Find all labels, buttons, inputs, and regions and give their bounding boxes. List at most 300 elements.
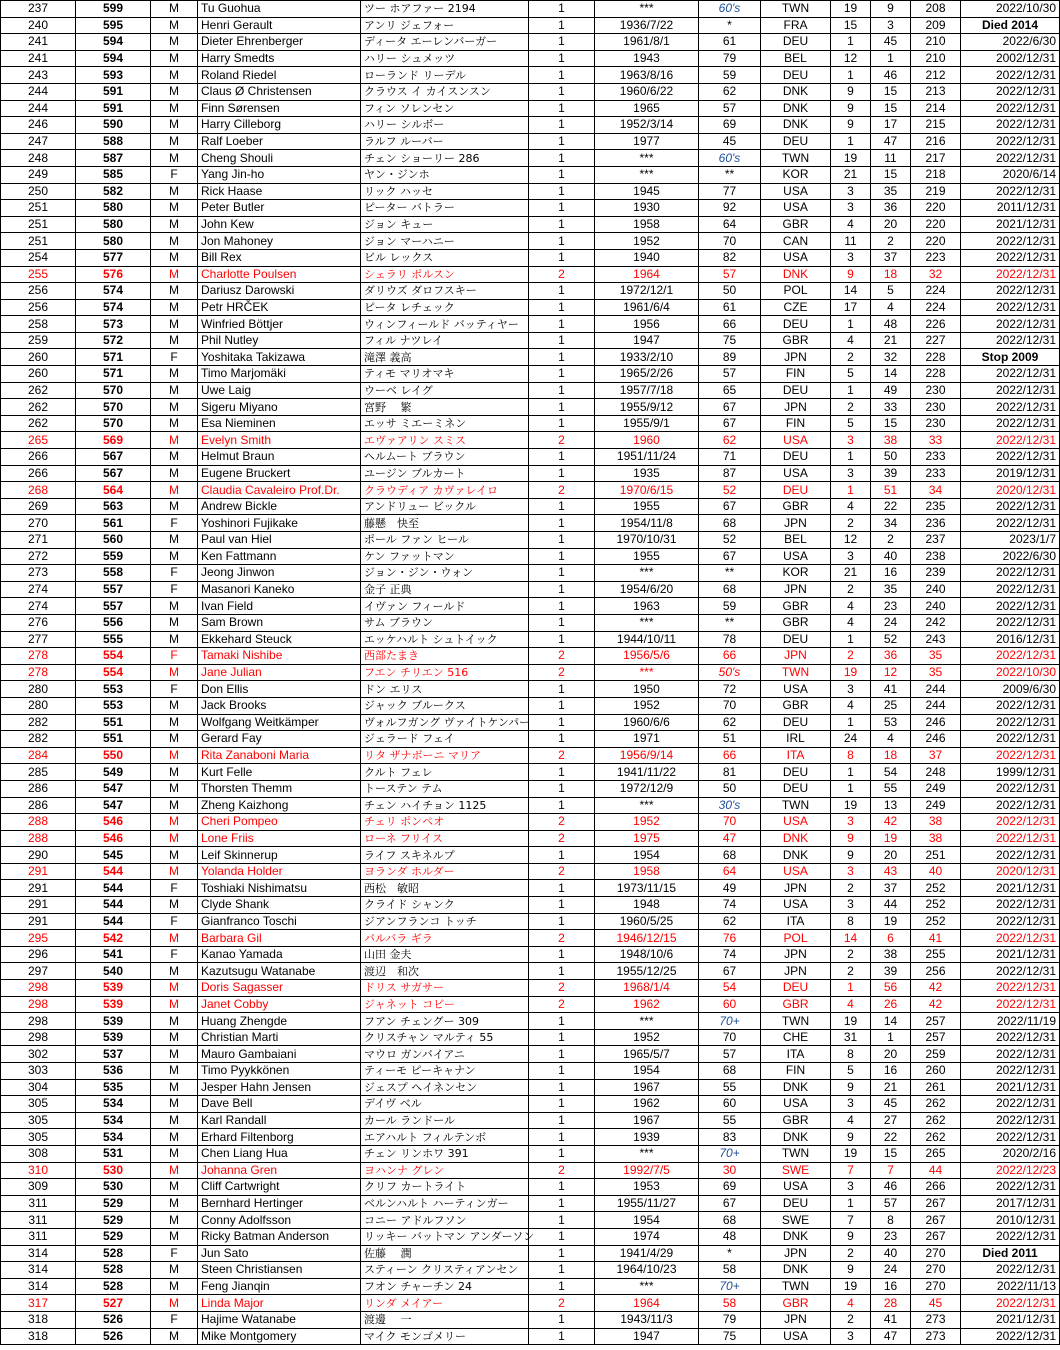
name-cell: Gerard Fay (198, 731, 361, 748)
points-cell: 529 (76, 1228, 151, 1245)
points-cell: 593 (76, 67, 151, 84)
sub-rank-cell: 3 (871, 17, 911, 34)
age-cell: 64 (699, 216, 761, 233)
overall-rank-cell: 218 (911, 166, 961, 183)
update-date-cell: Died 2011 (961, 1245, 1060, 1262)
count-cell: 1 (529, 283, 595, 300)
kana-name-cell: ジャネット コビー (361, 996, 529, 1013)
country-rank-cell: 19 (831, 1145, 871, 1162)
overall-rank-cell: 266 (911, 1179, 961, 1196)
points-cell: 591 (76, 100, 151, 117)
sex-cell: M (151, 249, 198, 266)
age-cell: 59 (699, 67, 761, 84)
overall-rank-cell: 248 (911, 764, 961, 781)
overall-rank-cell: 44 (911, 1162, 961, 1179)
overall-rank-cell: 40 (911, 863, 961, 880)
table-row (1, 1145, 1060, 1162)
update-date-cell: 2022/12/31 (961, 415, 1060, 432)
kana-name-cell: 渡辺 和次 (361, 963, 529, 980)
birthdate-cell: 1941/11/22 (595, 764, 699, 781)
overall-rank-cell: 45 (911, 1295, 961, 1312)
country-cell: GBR (761, 598, 831, 615)
sub-rank-cell: 46 (871, 1179, 911, 1196)
points-cell: 536 (76, 1063, 151, 1080)
points-cell: 554 (76, 648, 151, 665)
overall-rank-cell: 38 (911, 830, 961, 847)
country-cell: USA (761, 1328, 831, 1345)
birthdate-cell: *** (595, 664, 699, 681)
overall-rank-cell: 236 (911, 515, 961, 532)
rank-cell: 237 (1, 1, 76, 18)
name-cell: Claus Ø Christensen (198, 83, 361, 100)
age-cell: 57 (699, 100, 761, 117)
rank-cell: 291 (1, 913, 76, 930)
kana-name-cell: ラルフ ルーバー (361, 133, 529, 150)
count-cell: 2 (529, 266, 595, 283)
points-cell: 534 (76, 1096, 151, 1113)
birthdate-cell: 1975 (595, 830, 699, 847)
sub-rank-cell: 22 (871, 498, 911, 515)
name-cell: Yang Jin-ho (198, 166, 361, 183)
name-cell: Toshiaki Nishimatsu (198, 880, 361, 897)
update-date-cell: Stop 2009 (961, 349, 1060, 366)
update-date-cell: 2022/12/31 (961, 1063, 1060, 1080)
table-row (1, 581, 1060, 598)
count-cell: 1 (529, 1112, 595, 1129)
update-date-cell: 2022/12/31 (961, 598, 1060, 615)
age-cell: 50 (699, 283, 761, 300)
name-cell: Dieter Ehrenberger (198, 34, 361, 51)
table-row (1, 1228, 1060, 1245)
overall-rank-cell: 240 (911, 598, 961, 615)
kana-name-cell: クリフ カートライト (361, 1179, 529, 1196)
count-cell: 1 (529, 797, 595, 814)
points-cell: 582 (76, 183, 151, 200)
count-cell: 2 (529, 1162, 595, 1179)
sub-rank-cell: 15 (871, 166, 911, 183)
country-rank-cell: 9 (831, 266, 871, 283)
update-date-cell: 2022/12/31 (961, 1262, 1060, 1279)
sex-cell: M (151, 100, 198, 117)
name-cell: Ricky Batman Anderson (198, 1228, 361, 1245)
name-cell: Sigeru Miyano (198, 399, 361, 416)
sub-rank-cell: 43 (871, 863, 911, 880)
count-cell: 2 (529, 863, 595, 880)
rank-cell: 262 (1, 415, 76, 432)
country-cell: GBR (761, 1295, 831, 1312)
country-rank-cell: 3 (831, 548, 871, 565)
sub-rank-cell: 1 (871, 50, 911, 67)
count-cell: 2 (529, 830, 595, 847)
overall-rank-cell: 215 (911, 117, 961, 134)
country-cell: DEU (761, 714, 831, 731)
count-cell: 2 (529, 980, 595, 997)
points-cell: 530 (76, 1162, 151, 1179)
name-cell: Yoshinori Fujikake (198, 515, 361, 532)
kana-name-cell: クルト フェレ (361, 764, 529, 781)
country-cell: USA (761, 897, 831, 914)
country-rank-cell: 9 (831, 83, 871, 100)
age-cell: 30 (699, 1162, 761, 1179)
table-row (1, 1162, 1060, 1179)
country-cell: GBR (761, 332, 831, 349)
sex-cell: M (151, 465, 198, 482)
count-cell: 2 (529, 747, 595, 764)
points-cell: 556 (76, 614, 151, 631)
country-cell: DNK (761, 83, 831, 100)
table-row (1, 1195, 1060, 1212)
update-date-cell: 2022/12/31 (961, 366, 1060, 383)
table-row (1, 1245, 1060, 1262)
points-cell: 595 (76, 17, 151, 34)
name-cell: Harry Smedts (198, 50, 361, 67)
sub-rank-cell: 53 (871, 714, 911, 731)
kana-name-cell: ヨハンナ グレン (361, 1162, 529, 1179)
country-rank-cell: 3 (831, 1096, 871, 1113)
points-cell: 570 (76, 415, 151, 432)
name-cell: Doris Sagasser (198, 980, 361, 997)
rank-cell: 278 (1, 648, 76, 665)
count-cell: 2 (529, 930, 595, 947)
birthdate-cell: 1964/10/23 (595, 1262, 699, 1279)
sex-cell: M (151, 764, 198, 781)
sex-cell: M (151, 863, 198, 880)
sub-rank-cell: 21 (871, 1079, 911, 1096)
update-date-cell: 2022/10/30 (961, 1, 1060, 18)
kana-name-cell: 西部たまき (361, 648, 529, 665)
table-row (1, 996, 1060, 1013)
sex-cell: M (151, 1195, 198, 1212)
sex-cell: M (151, 67, 198, 84)
age-cell: 83 (699, 1129, 761, 1146)
birthdate-cell: *** (595, 166, 699, 183)
table-row (1, 598, 1060, 615)
table-row (1, 614, 1060, 631)
kana-name-cell: 佐藤 潤 (361, 1245, 529, 1262)
sex-cell: M (151, 780, 198, 797)
sex-cell: M (151, 316, 198, 333)
overall-rank-cell: 249 (911, 780, 961, 797)
sub-rank-cell: 46 (871, 67, 911, 84)
update-date-cell: 2022/12/31 (961, 930, 1060, 947)
country-rank-cell: 21 (831, 565, 871, 582)
overall-rank-cell: 270 (911, 1278, 961, 1295)
table-row (1, 780, 1060, 797)
name-cell: Jane Julian (198, 664, 361, 681)
country-rank-cell: 4 (831, 697, 871, 714)
table-row (1, 1295, 1060, 1312)
country-rank-cell: 2 (831, 648, 871, 665)
sex-cell: M (151, 532, 198, 549)
birthdate-cell: *** (595, 150, 699, 167)
points-cell: 529 (76, 1195, 151, 1212)
kana-name-cell: リタ ザナボーニ マリア (361, 747, 529, 764)
country-cell: JPN (761, 946, 831, 963)
age-cell: 58 (699, 1262, 761, 1279)
sex-cell: M (151, 1079, 198, 1096)
age-cell: 60 (699, 1096, 761, 1113)
country-rank-cell: 3 (831, 249, 871, 266)
birthdate-cell: 1930 (595, 200, 699, 217)
name-cell: Hajime Watanabe (198, 1311, 361, 1328)
sub-rank-cell: 20 (871, 1046, 911, 1063)
name-cell: Kazutsugu Watanabe (198, 963, 361, 980)
sex-cell: M (151, 930, 198, 947)
update-date-cell: 2022/12/31 (961, 1029, 1060, 1046)
sex-cell: M (151, 1029, 198, 1046)
country-cell: GBR (761, 697, 831, 714)
kana-name-cell: クリスチャン マルティ 55 (361, 1029, 529, 1046)
rank-cell: 280 (1, 681, 76, 698)
table-row (1, 1096, 1060, 1113)
table-row (1, 498, 1060, 515)
country-cell: USA (761, 1096, 831, 1113)
points-cell: 526 (76, 1328, 151, 1345)
name-cell: Harry Cilleborg (198, 117, 361, 134)
sub-rank-cell: 28 (871, 1295, 911, 1312)
age-cell: 52 (699, 482, 761, 499)
kana-name-cell: ティモ マリオマキ (361, 366, 529, 383)
points-cell: 541 (76, 946, 151, 963)
birthdate-cell: 1970/6/15 (595, 482, 699, 499)
sex-cell: M (151, 747, 198, 764)
update-date-cell: 2022/12/31 (961, 83, 1060, 100)
rank-cell: 286 (1, 797, 76, 814)
count-cell: 2 (529, 1295, 595, 1312)
rank-cell: 317 (1, 1295, 76, 1312)
country-cell: DEU (761, 67, 831, 84)
count-cell: 1 (529, 67, 595, 84)
kana-name-cell: ジェラード フェイ (361, 731, 529, 748)
update-date-cell: 2022/12/23 (961, 1162, 1060, 1179)
rank-cell: 260 (1, 349, 76, 366)
count-cell: 2 (529, 996, 595, 1013)
birthdate-cell: 1944/10/11 (595, 631, 699, 648)
update-date-cell: 2022/12/31 (961, 1328, 1060, 1345)
overall-rank-cell: 265 (911, 1145, 961, 1162)
birthdate-cell: 1970/10/31 (595, 532, 699, 549)
sub-rank-cell: 41 (871, 1311, 911, 1328)
kana-name-cell: チェン ハイチョン 1125 (361, 797, 529, 814)
update-date-cell: 2011/12/31 (961, 200, 1060, 217)
count-cell: 2 (529, 664, 595, 681)
name-cell: Don Ellis (198, 681, 361, 698)
birthdate-cell: 1948 (595, 897, 699, 914)
sub-rank-cell: 49 (871, 382, 911, 399)
country-rank-cell: 1 (831, 764, 871, 781)
kana-name-cell: ヨランダ ホルダー (361, 863, 529, 880)
update-date-cell: 2021/12/31 (961, 1079, 1060, 1096)
sex-cell: M (151, 299, 198, 316)
overall-rank-cell: 32 (911, 266, 961, 283)
count-cell: 1 (529, 731, 595, 748)
sub-rank-cell: 45 (871, 34, 911, 51)
table-row (1, 664, 1060, 681)
sex-cell: M (151, 897, 198, 914)
sex-cell: M (151, 233, 198, 250)
country-rank-cell: 19 (831, 1, 871, 18)
count-cell: 1 (529, 117, 595, 134)
kana-name-cell: ピータ レチェック (361, 299, 529, 316)
rank-cell: 274 (1, 581, 76, 598)
overall-rank-cell: 228 (911, 349, 961, 366)
kana-name-cell: トーステン テム (361, 780, 529, 797)
kana-name-cell: フィン ソレンセン (361, 100, 529, 117)
country-cell: GBR (761, 614, 831, 631)
sub-rank-cell: 17 (871, 117, 911, 134)
update-date-cell: 2022/12/31 (961, 233, 1060, 250)
name-cell: John Kew (198, 216, 361, 233)
rank-cell: 270 (1, 515, 76, 532)
rank-cell: 280 (1, 697, 76, 714)
count-cell: 1 (529, 349, 595, 366)
sex-cell: M (151, 432, 198, 449)
country-cell: JPN (761, 1245, 831, 1262)
country-cell: USA (761, 814, 831, 831)
rank-cell: 285 (1, 764, 76, 781)
rank-cell: 282 (1, 731, 76, 748)
sub-rank-cell: 7 (871, 1162, 911, 1179)
sub-rank-cell: 13 (871, 797, 911, 814)
name-cell: Uwe Laig (198, 382, 361, 399)
age-cell: 62 (699, 913, 761, 930)
country-cell: JPN (761, 399, 831, 416)
country-rank-cell: 4 (831, 1112, 871, 1129)
rank-cell: 298 (1, 1013, 76, 1030)
overall-rank-cell: 267 (911, 1228, 961, 1245)
overall-rank-cell: 216 (911, 133, 961, 150)
sub-rank-cell: 40 (871, 548, 911, 565)
kana-name-cell: アンリ ジェフォー (361, 17, 529, 34)
sex-cell: M (151, 598, 198, 615)
sex-cell: M (151, 1145, 198, 1162)
country-cell: DEU (761, 316, 831, 333)
country-cell: DNK (761, 847, 831, 864)
kana-name-cell: フオン チャーチン 24 (361, 1278, 529, 1295)
country-rank-cell: 17 (831, 299, 871, 316)
sub-rank-cell: 19 (871, 830, 911, 847)
sex-cell: F (151, 581, 198, 598)
points-cell: 544 (76, 880, 151, 897)
name-cell: Yoshitaka Takizawa (198, 349, 361, 366)
count-cell: 1 (529, 17, 595, 34)
table-row (1, 465, 1060, 482)
sub-rank-cell: 56 (871, 980, 911, 997)
sex-cell: M (151, 83, 198, 100)
count-cell: 1 (529, 366, 595, 383)
points-cell: 571 (76, 366, 151, 383)
name-cell: Finn Sørensen (198, 100, 361, 117)
country-rank-cell: 3 (831, 681, 871, 698)
table-row (1, 399, 1060, 416)
update-date-cell: 2021/12/31 (961, 946, 1060, 963)
age-cell: 57 (699, 366, 761, 383)
birthdate-cell: 1965/2/26 (595, 366, 699, 383)
points-cell: 550 (76, 747, 151, 764)
birthdate-cell: 1943/11/3 (595, 1311, 699, 1328)
name-cell: Henri Gerault (198, 17, 361, 34)
country-cell: DNK (761, 266, 831, 283)
birthdate-cell: 1958 (595, 863, 699, 880)
table-row (1, 415, 1060, 432)
update-date-cell: 2022/6/30 (961, 34, 1060, 51)
age-cell: 67 (699, 548, 761, 565)
count-cell: 1 (529, 780, 595, 797)
birthdate-cell: 1955/11/27 (595, 1195, 699, 1212)
count-cell: 1 (529, 465, 595, 482)
table-row (1, 963, 1060, 980)
rank-cell: 248 (1, 150, 76, 167)
birthdate-cell: 1955 (595, 498, 699, 515)
overall-rank-cell: 273 (911, 1311, 961, 1328)
sex-cell: M (151, 50, 198, 67)
age-cell: 79 (699, 1311, 761, 1328)
country-cell: IRL (761, 731, 831, 748)
count-cell: 1 (529, 532, 595, 549)
update-date-cell: 2020/6/14 (961, 166, 1060, 183)
table-row (1, 183, 1060, 200)
age-cell: 61 (699, 299, 761, 316)
count-cell: 1 (529, 1063, 595, 1080)
name-cell: Gianfranco Toschi (198, 913, 361, 930)
count-cell: 1 (529, 847, 595, 864)
name-cell: Rita Zanaboni Maria (198, 747, 361, 764)
update-date-cell: 2023/1/7 (961, 532, 1060, 549)
overall-rank-cell: 42 (911, 980, 961, 997)
name-cell: Ralf Loeber (198, 133, 361, 150)
count-cell: 1 (529, 697, 595, 714)
count-cell: 1 (529, 1195, 595, 1212)
name-cell: Masanori Kaneko (198, 581, 361, 598)
overall-rank-cell: 262 (911, 1129, 961, 1146)
sex-cell: F (151, 648, 198, 665)
sex-cell: M (151, 1, 198, 18)
sub-rank-cell: 54 (871, 764, 911, 781)
country-rank-cell: 1 (831, 449, 871, 466)
count-cell: 1 (529, 1129, 595, 1146)
country-rank-cell: 4 (831, 598, 871, 615)
birthdate-cell: 1967 (595, 1079, 699, 1096)
country-rank-cell: 2 (831, 946, 871, 963)
table-row (1, 681, 1060, 698)
count-cell: 1 (529, 598, 595, 615)
table-row (1, 980, 1060, 997)
table-row (1, 50, 1060, 67)
kana-name-cell: イヴァン フィールド (361, 598, 529, 615)
update-date-cell: 2002/12/31 (961, 50, 1060, 67)
count-cell: 1 (529, 1145, 595, 1162)
overall-rank-cell: 252 (911, 913, 961, 930)
name-cell: Kurt Felle (198, 764, 361, 781)
name-cell: Dariusz Darowski (198, 283, 361, 300)
rank-cell: 278 (1, 664, 76, 681)
table-row (1, 1212, 1060, 1229)
birthdate-cell: 1939 (595, 1129, 699, 1146)
sex-cell: M (151, 631, 198, 648)
points-cell: 549 (76, 764, 151, 781)
points-cell: 574 (76, 283, 151, 300)
sex-cell: F (151, 349, 198, 366)
country-rank-cell: 8 (831, 1046, 871, 1063)
rank-cell: 290 (1, 847, 76, 864)
sub-rank-cell: 32 (871, 349, 911, 366)
count-cell: 1 (529, 963, 595, 980)
points-cell: 563 (76, 498, 151, 515)
points-cell: 587 (76, 150, 151, 167)
birthdate-cell: 1952 (595, 697, 699, 714)
name-cell: Christian Marti (198, 1029, 361, 1046)
rank-cell: 296 (1, 946, 76, 963)
